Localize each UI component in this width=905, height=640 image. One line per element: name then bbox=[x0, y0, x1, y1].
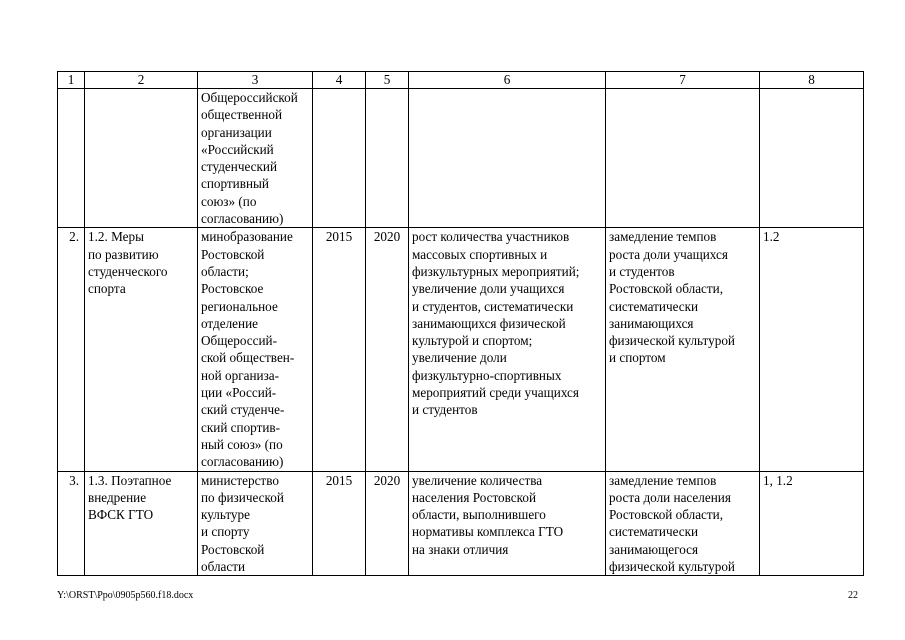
expected-result-cell: увеличение количества населения Ростовской области, выполнившего нормативы комплекса ГТО на знаки отличия bbox=[409, 471, 606, 576]
table-row bbox=[58, 89, 864, 228]
measure-cell: 1.2. Меры по развитию студенческого спорта bbox=[85, 228, 198, 471]
indicator-link-cell: 1.2 bbox=[760, 228, 864, 471]
start-year-cell: 2015 bbox=[313, 228, 366, 471]
column-number: 8 bbox=[760, 72, 864, 89]
column-number: 4 bbox=[313, 72, 366, 89]
column-number: 6 bbox=[409, 72, 606, 89]
footer-file-path: Y:\ORST\Ppo\0905p560.f18.docx bbox=[57, 590, 194, 601]
end-year-cell: 2020 bbox=[366, 471, 409, 576]
indicator-link-cell: 1, 1.2 bbox=[760, 471, 864, 576]
column-number: 7 bbox=[606, 72, 760, 89]
start-year-cell bbox=[313, 89, 366, 228]
expected-result-cell: рост количества участников массовых спортивных и физкультурных мероприятий; увеличение доли учащихся и студентов, систематически занимающихся физической культурой и спортом; увеличение доли физкультурно-спортивных мероприятий среди учащихся и студентов bbox=[409, 228, 606, 471]
measure-cell: 1.3. Поэтапное внедрение ВФСК ГТО bbox=[85, 471, 198, 576]
end-year-cell: 2020 bbox=[366, 228, 409, 471]
row-number-cell: 2. bbox=[58, 228, 85, 471]
end-year-cell bbox=[366, 89, 409, 228]
page-number: 22 bbox=[848, 590, 858, 601]
expected-result-cell bbox=[409, 89, 606, 228]
table-row bbox=[58, 228, 864, 471]
row-number-cell bbox=[58, 89, 85, 228]
column-number-row bbox=[58, 72, 864, 89]
start-year-cell: 2015 bbox=[313, 471, 366, 576]
indicator-link-cell bbox=[760, 89, 864, 228]
program-table bbox=[57, 71, 864, 576]
executor-cell: Общероссийской общественной организации «Российский студенческий спортивный союз» (по согласованию) bbox=[198, 89, 313, 228]
consequence-cell bbox=[606, 89, 760, 228]
consequence-cell: замедление темпов роста доли учащихся и студентов Ростовской области, систематически занимающихся физической культурой и спортом bbox=[606, 228, 760, 471]
executor-cell: министерство по физической культуре и спорту Ростовской области bbox=[198, 471, 313, 576]
column-number: 3 bbox=[198, 72, 313, 89]
executor-cell: минобразование Ростовской области; Ростовское региональное отделение Общероссий- ской обществен- ной организа- ции «Россий- ский студенче- ский спортив- ный союз» (по согласованию) bbox=[198, 228, 313, 471]
column-number: 2 bbox=[85, 72, 198, 89]
column-number: 1 bbox=[58, 72, 85, 89]
table-row bbox=[58, 471, 864, 576]
row-number-cell: 3. bbox=[58, 471, 85, 576]
consequence-cell: замедление темпов роста доли населения Ростовской области, систематически занимающегося физической культурой bbox=[606, 471, 760, 576]
measure-cell bbox=[85, 89, 198, 228]
column-number: 5 bbox=[366, 72, 409, 89]
